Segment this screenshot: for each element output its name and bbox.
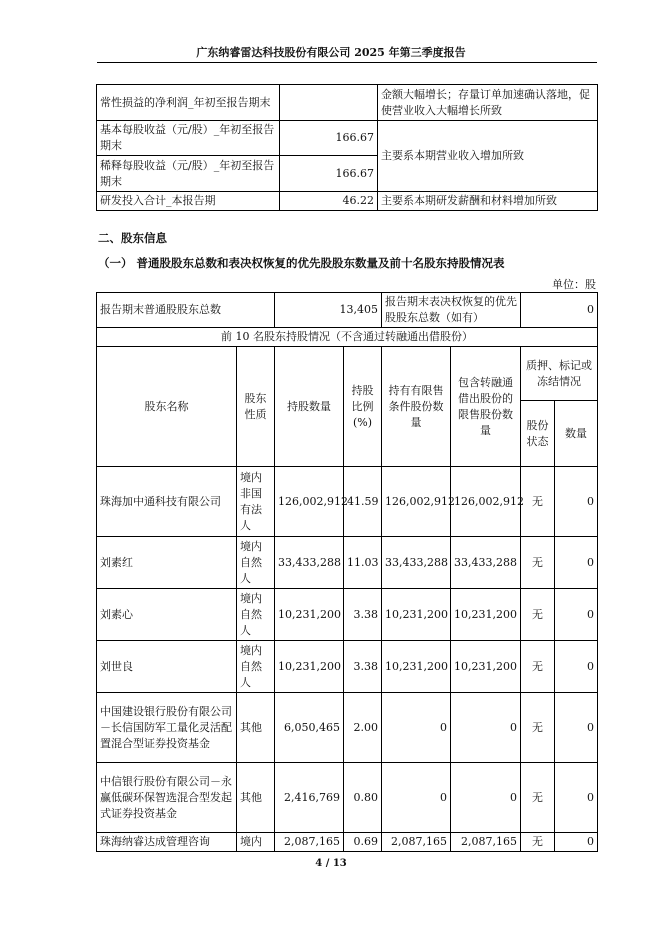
holder-shares: 2,087,165 bbox=[275, 833, 344, 852]
holder-nature: 境内 bbox=[237, 833, 275, 852]
holder-name: 刘素心 bbox=[97, 589, 237, 641]
holder-shares: 126,002,912 bbox=[275, 467, 344, 537]
page-number: 4 / 13 bbox=[315, 858, 347, 869]
holder-ratio: 11.03 bbox=[344, 537, 382, 589]
holder-shares: 6,050,465 bbox=[275, 693, 344, 763]
caption-row bbox=[97, 328, 598, 347]
holder-ratio: 0.69 bbox=[344, 833, 382, 852]
holder-lending: 0 bbox=[451, 763, 521, 833]
table-row bbox=[97, 121, 598, 156]
table-row bbox=[97, 763, 598, 833]
indicator-name: 常性损益的净利润_年初至报告期末 bbox=[97, 85, 280, 121]
holder-ratio: 3.38 bbox=[344, 589, 382, 641]
indicator-reason: 主要系本期营业收入增加所致 bbox=[378, 121, 598, 192]
unit-label: 单位：股 bbox=[552, 278, 596, 291]
holder-name: 中信银行股份有限公司－永赢低碳环保智选混合型发起式证券投资基金 bbox=[97, 763, 237, 833]
table-row bbox=[97, 589, 598, 641]
indicator-value: 166.67 bbox=[280, 156, 378, 192]
indicators-table bbox=[96, 84, 598, 211]
total-holders-value: 13,405 bbox=[275, 293, 382, 328]
holder-qty: 0 bbox=[555, 693, 598, 763]
holder-qty: 0 bbox=[555, 833, 598, 852]
indicator-name: 稀释每股收益（元/股）_年初至报告期末 bbox=[97, 156, 280, 192]
shareholders-table bbox=[96, 292, 598, 852]
indicator-name: 基本每股收益（元/股）_年初至报告期末 bbox=[97, 121, 280, 156]
holder-lending: 126,002,912 bbox=[451, 467, 521, 537]
holder-shares: 2,416,769 bbox=[275, 763, 344, 833]
holder-restricted: 10,231,200 bbox=[382, 589, 451, 641]
col-header-qty: 数量 bbox=[555, 401, 598, 467]
holder-name: 中国建设银行股份有限公司－长信国防军工量化灵活配置混合型证券投资基金 bbox=[97, 693, 237, 763]
holder-restricted: 33,433,288 bbox=[382, 537, 451, 589]
indicator-name: 研发投入合计_本报告期 bbox=[97, 192, 280, 211]
col-header-lending: 包含转融通借出股份的限售股份数量 bbox=[451, 347, 521, 467]
holder-lending: 10,231,200 bbox=[451, 641, 521, 693]
holder-restricted: 2,087,165 bbox=[382, 833, 451, 852]
table-row bbox=[97, 641, 598, 693]
holder-ratio: 41.59 bbox=[344, 467, 382, 537]
indicator-value: 46.22 bbox=[280, 192, 378, 211]
header-rule bbox=[97, 62, 597, 63]
header-row bbox=[97, 347, 598, 401]
col-header-restricted: 持有有限售条件股份数量 bbox=[382, 347, 451, 467]
col-header-pledge: 质押、标记或冻结情况 bbox=[521, 347, 598, 401]
table-row bbox=[97, 85, 598, 121]
holder-restricted: 0 bbox=[382, 693, 451, 763]
holder-name: 珠海纳睿达成管理咨询 bbox=[97, 833, 237, 852]
holder-status: 无 bbox=[521, 693, 555, 763]
table-row bbox=[97, 693, 598, 763]
holder-shares: 10,231,200 bbox=[275, 589, 344, 641]
col-header-nature: 股东性质 bbox=[237, 347, 275, 467]
col-header-shares: 持股数量 bbox=[275, 347, 344, 467]
table-row bbox=[97, 467, 598, 537]
holder-nature: 境内自然人 bbox=[237, 641, 275, 693]
holder-shares: 33,433,288 bbox=[275, 537, 344, 589]
summary-row bbox=[97, 293, 598, 328]
holder-name: 刘世良 bbox=[97, 641, 237, 693]
holder-nature: 其他 bbox=[237, 763, 275, 833]
holder-shares: 10,231,200 bbox=[275, 641, 344, 693]
holder-ratio: 2.00 bbox=[344, 693, 382, 763]
holder-nature: 其他 bbox=[237, 693, 275, 763]
holder-status: 无 bbox=[521, 763, 555, 833]
indicator-reason: 金额大幅增长；存量订单加速确认落地，促使营业收入大幅增长所致 bbox=[378, 85, 598, 121]
holder-name: 珠海加中通科技有限公司 bbox=[97, 467, 237, 537]
holder-qty: 0 bbox=[555, 589, 598, 641]
section-subtitle: （一） 普通股股东总数和表决权恢复的优先股股东数量及前十名股东持股情况表 bbox=[98, 256, 505, 270]
holder-status: 无 bbox=[521, 467, 555, 537]
holder-lending: 2,087,165 bbox=[451, 833, 521, 852]
holder-lending: 10,231,200 bbox=[451, 589, 521, 641]
pref-holders-label: 报告期末表决权恢复的优先股股东总数（如有） bbox=[382, 293, 521, 328]
holder-ratio: 0.80 bbox=[344, 763, 382, 833]
col-header-status: 股份状态 bbox=[521, 401, 555, 467]
table-row bbox=[97, 537, 598, 589]
pref-holders-value: 0 bbox=[521, 293, 598, 328]
holder-nature: 境内非国有法人 bbox=[237, 467, 275, 537]
holder-qty: 0 bbox=[555, 467, 598, 537]
indicator-value: 166.67 bbox=[280, 121, 378, 156]
holder-restricted: 0 bbox=[382, 763, 451, 833]
holder-lending: 0 bbox=[451, 693, 521, 763]
holder-status: 无 bbox=[521, 641, 555, 693]
table-row bbox=[97, 192, 598, 211]
holder-name: 刘素红 bbox=[97, 537, 237, 589]
holder-status: 无 bbox=[521, 537, 555, 589]
holder-qty: 0 bbox=[555, 763, 598, 833]
holder-qty: 0 bbox=[555, 537, 598, 589]
holder-status: 无 bbox=[521, 589, 555, 641]
table-caption: 前 10 名股东持股情况（不含通过转融通出借股份） bbox=[97, 328, 598, 347]
holder-restricted: 126,002,912 bbox=[382, 467, 451, 537]
holder-nature: 境内自然人 bbox=[237, 589, 275, 641]
table-row bbox=[97, 833, 598, 852]
holder-restricted: 10,231,200 bbox=[382, 641, 451, 693]
report-header: 广东纳睿雷达科技股份有限公司 2025 年第三季度报告 bbox=[196, 46, 466, 59]
holder-status: 无 bbox=[521, 833, 555, 852]
col-header-ratio: 持股比例(%) bbox=[344, 347, 382, 467]
indicator-reason: 主要系本期研发薪酬和材料增加所致 bbox=[378, 192, 598, 211]
holder-ratio: 3.38 bbox=[344, 641, 382, 693]
indicator-value bbox=[280, 85, 378, 121]
section-title: 二、股东信息 bbox=[98, 231, 167, 245]
total-holders-label: 报告期末普通股股东总数 bbox=[97, 293, 275, 328]
holder-lending: 33,433,288 bbox=[451, 537, 521, 589]
holder-qty: 0 bbox=[555, 641, 598, 693]
holder-nature: 境内自然人 bbox=[237, 537, 275, 589]
col-header-name: 股东名称 bbox=[97, 347, 237, 467]
